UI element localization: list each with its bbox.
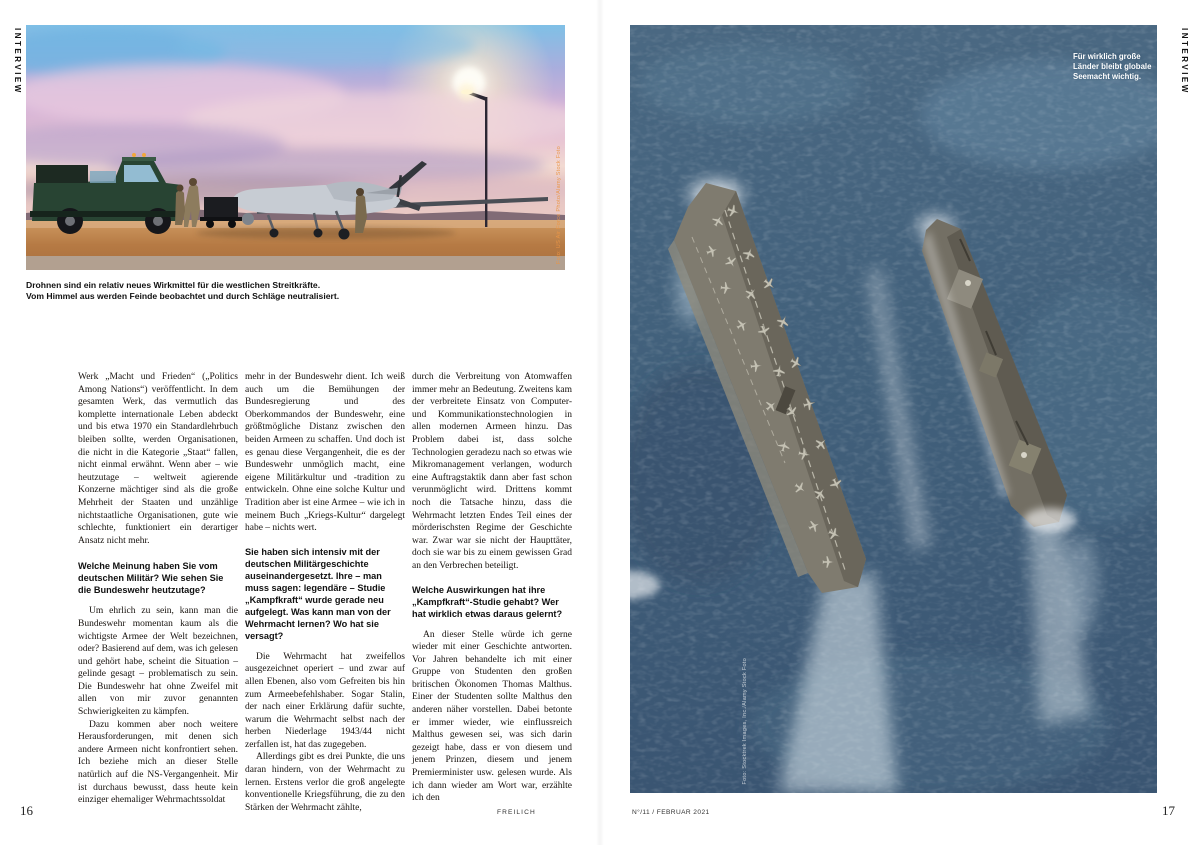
page-gutter xyxy=(596,0,604,845)
interview-question: Sie haben sich intensiv mit der deutschen Militärgeschichte auseinandergesetzt. Ihre – man muss sagen: legendäre – Studie „Kampfkraft“ wurde gerade neu aufgelegt. Was kann man von der Wehrmacht lernen? Wo hat sie versagt? xyxy=(245,546,391,641)
paragraph: An dieser Stelle würde ich gerne wieder mit einer Geschichte antworten. Vor Jahren behandelte ich mit einer Gruppe von Studenten den großen britischen Ökonomen Thomas Malthus. Einer der Studenten sollte Malthus den anderen näher vorstellen. Dabei betonte er immer wieder, wie einflussreich Malthus gewesen sei, was sich darin gezeigt habe, dass er von diesem und jenem Prinzen, diesem und jenem Premierminister usw. gelesen wurde. Als ich dann wieder am Wort war, erzählte ich den xyxy=(412,629,572,804)
article-column-3 xyxy=(412,371,572,814)
carrier-photo xyxy=(630,25,1157,793)
sea-caption-line-3: Seemacht wichtig. xyxy=(1073,72,1142,81)
drone-photo-illustration xyxy=(26,25,565,270)
sea-caption-line-2: Länder bleibt globale xyxy=(1073,62,1152,71)
article-column-2 xyxy=(245,371,405,814)
photo-credit-right: Foto: Stocktrek Images, Inc./Alamy Stock Foto xyxy=(742,658,748,785)
section-label-right: INTERVIEW xyxy=(1180,28,1189,95)
drone-photo xyxy=(26,25,565,270)
paragraph: Allerdings gibt es drei Punkte, die uns daran hindern, von der Wehrmacht zu lernen. Erstens verlor die groß angelegte konventionelle Kriegsführung, die zu den Stärken der Wehrmacht zählte, xyxy=(245,752,405,813)
section-label-left: INTERVIEW xyxy=(13,28,22,95)
page-number-left: 16 xyxy=(20,803,33,818)
sea-caption-line-1: Für wirklich große xyxy=(1073,52,1141,61)
caption-line-1: Drohnen sind ein relativ neues Wirkmittel für die westlichen Streitkräfte. xyxy=(26,280,321,290)
footer-issue: N°/11 / FEBRUAR 2021 xyxy=(632,809,710,816)
paragraph: durch die Verbreitung von Atomwaffen immer mehr an Bedeutung. Zweitens kam der verbreitete Einsatz von Computer- und Kommunikationstechnologien in allen modernen Armeen hinzu. Das Problem dabei ist, dass solche Technologien geradezu nach so etwas wie Mikromanagement verlangen, wodurch eine Auftragstaktik dann aber fast schon verunmöglicht wird. Drittens kommt noch die Tatsache hinzu, dass die Wehrmacht letzten Endes Teil eines der mörderischsten Regime der Geschichte war. Zwar war sie nicht der Haupttäter, doch sie war bis zu einem gewissen Grad an den Verbrechen beteiligt. xyxy=(412,372,572,571)
photo-credit-left: Foto: US Air Force Photo/Alamy Stock Foto xyxy=(556,145,562,264)
interview-question: Welche Auswirkungen hat ihre „Kampfkraft“-Studie gehabt? Wer hat wirklich etwas daraus gelernt? xyxy=(412,584,563,619)
article-body xyxy=(78,371,574,814)
sea-photo-caption xyxy=(1073,52,1151,82)
page-number-right: 17 xyxy=(1162,803,1175,818)
caption-line-2: Vom Himmel aus werden Feinde beobachtet und durch Schläge neutralisiert. xyxy=(26,291,340,301)
article-column-1 xyxy=(78,371,238,814)
paragraph: Um ehrlich zu sein, kann man die Bundeswehr momentan kaum als die wichtigste Armee der Welt bezeichnen, oder? Basierend auf dem, was ich gelesen und gehört habe, scheint die Situation – gelinde gesagt – problematisch zu sein. Die Bundeswehr hat ohne Zweifel mit allen von mir zuvor genannten Schwierigkeiten zu kämpfen. xyxy=(78,606,238,718)
drone-photo-caption xyxy=(26,280,339,302)
paragraph: Die Wehrmacht hat zweifellos ausgezeichnet operiert – und zwar auf allen Ebenen, also vom Gefreiten bis hin zum Armeebefehlshaber. Sogar Stalin, der nach einer Erklärung dafür suchte, warum die Wehrmacht selbst nach der herben Niederlage 1943/44 nicht zerfallen ist, hat das zugegeben. xyxy=(245,651,405,750)
footer-brand: FREILICH xyxy=(497,809,536,816)
interview-question: Welche Meinung haben Sie vom deutschen Militär? Wie sehen Sie die Bundeswehr heutzutage? xyxy=(78,561,224,596)
carrier-photo-illustration xyxy=(630,25,1157,793)
paragraph: Dazu kommen aber noch weitere Herausforderungen, mit denen sich andere Armeen nicht konfrontiert sehen. Ich beziehe mich an dieser Stelle natürlich auf die NS-Vergangenheit. Mir ist durchaus bewusst, dass heute kein einziger ehemaliger Wehrmachtssoldat xyxy=(78,719,238,806)
paragraph: mehr in der Bundeswehr dient. Ich weiß auch um die Bemühungen der Bundesregierung und des Oberkommandos der Bundeswehr, eine größtmögliche Distanz zwischen den beiden Armeen zu schaffen. Und doch ist es genau diese Vergangenheit, die es der Bundeswehr unmöglich macht, eine eigene Militärkultur und -tradition zu entwickeln. Ohne eine solche Kultur und Tradition aber ist eine Armee – wie ich in meinem Buch „Kriegs-Kultur“ dargelegt habe – nichts wert. xyxy=(245,372,405,534)
paragraph: Werk „Macht und Frieden“ („Politics Among Nations“) veröffentlicht. In dem gesamten Werk, das vermutlich das komplette internationale Leben abdeckt und bis etwa 1970 ein Standardlehrbuch bleiben sollte, werden Organisationen, die nicht in die Kategorie „Staat“ fallen, nicht einmal erwähnt. Wenn aber – wie heutzutage – weltweit agierende Konzerne mächtiger sind als die große Mehrheit der Staaten und unzählige nichtstaatliche Organisationen, gute wie schlechte, funktioniert ein derartiger Ansatz nicht mehr. xyxy=(78,372,238,546)
